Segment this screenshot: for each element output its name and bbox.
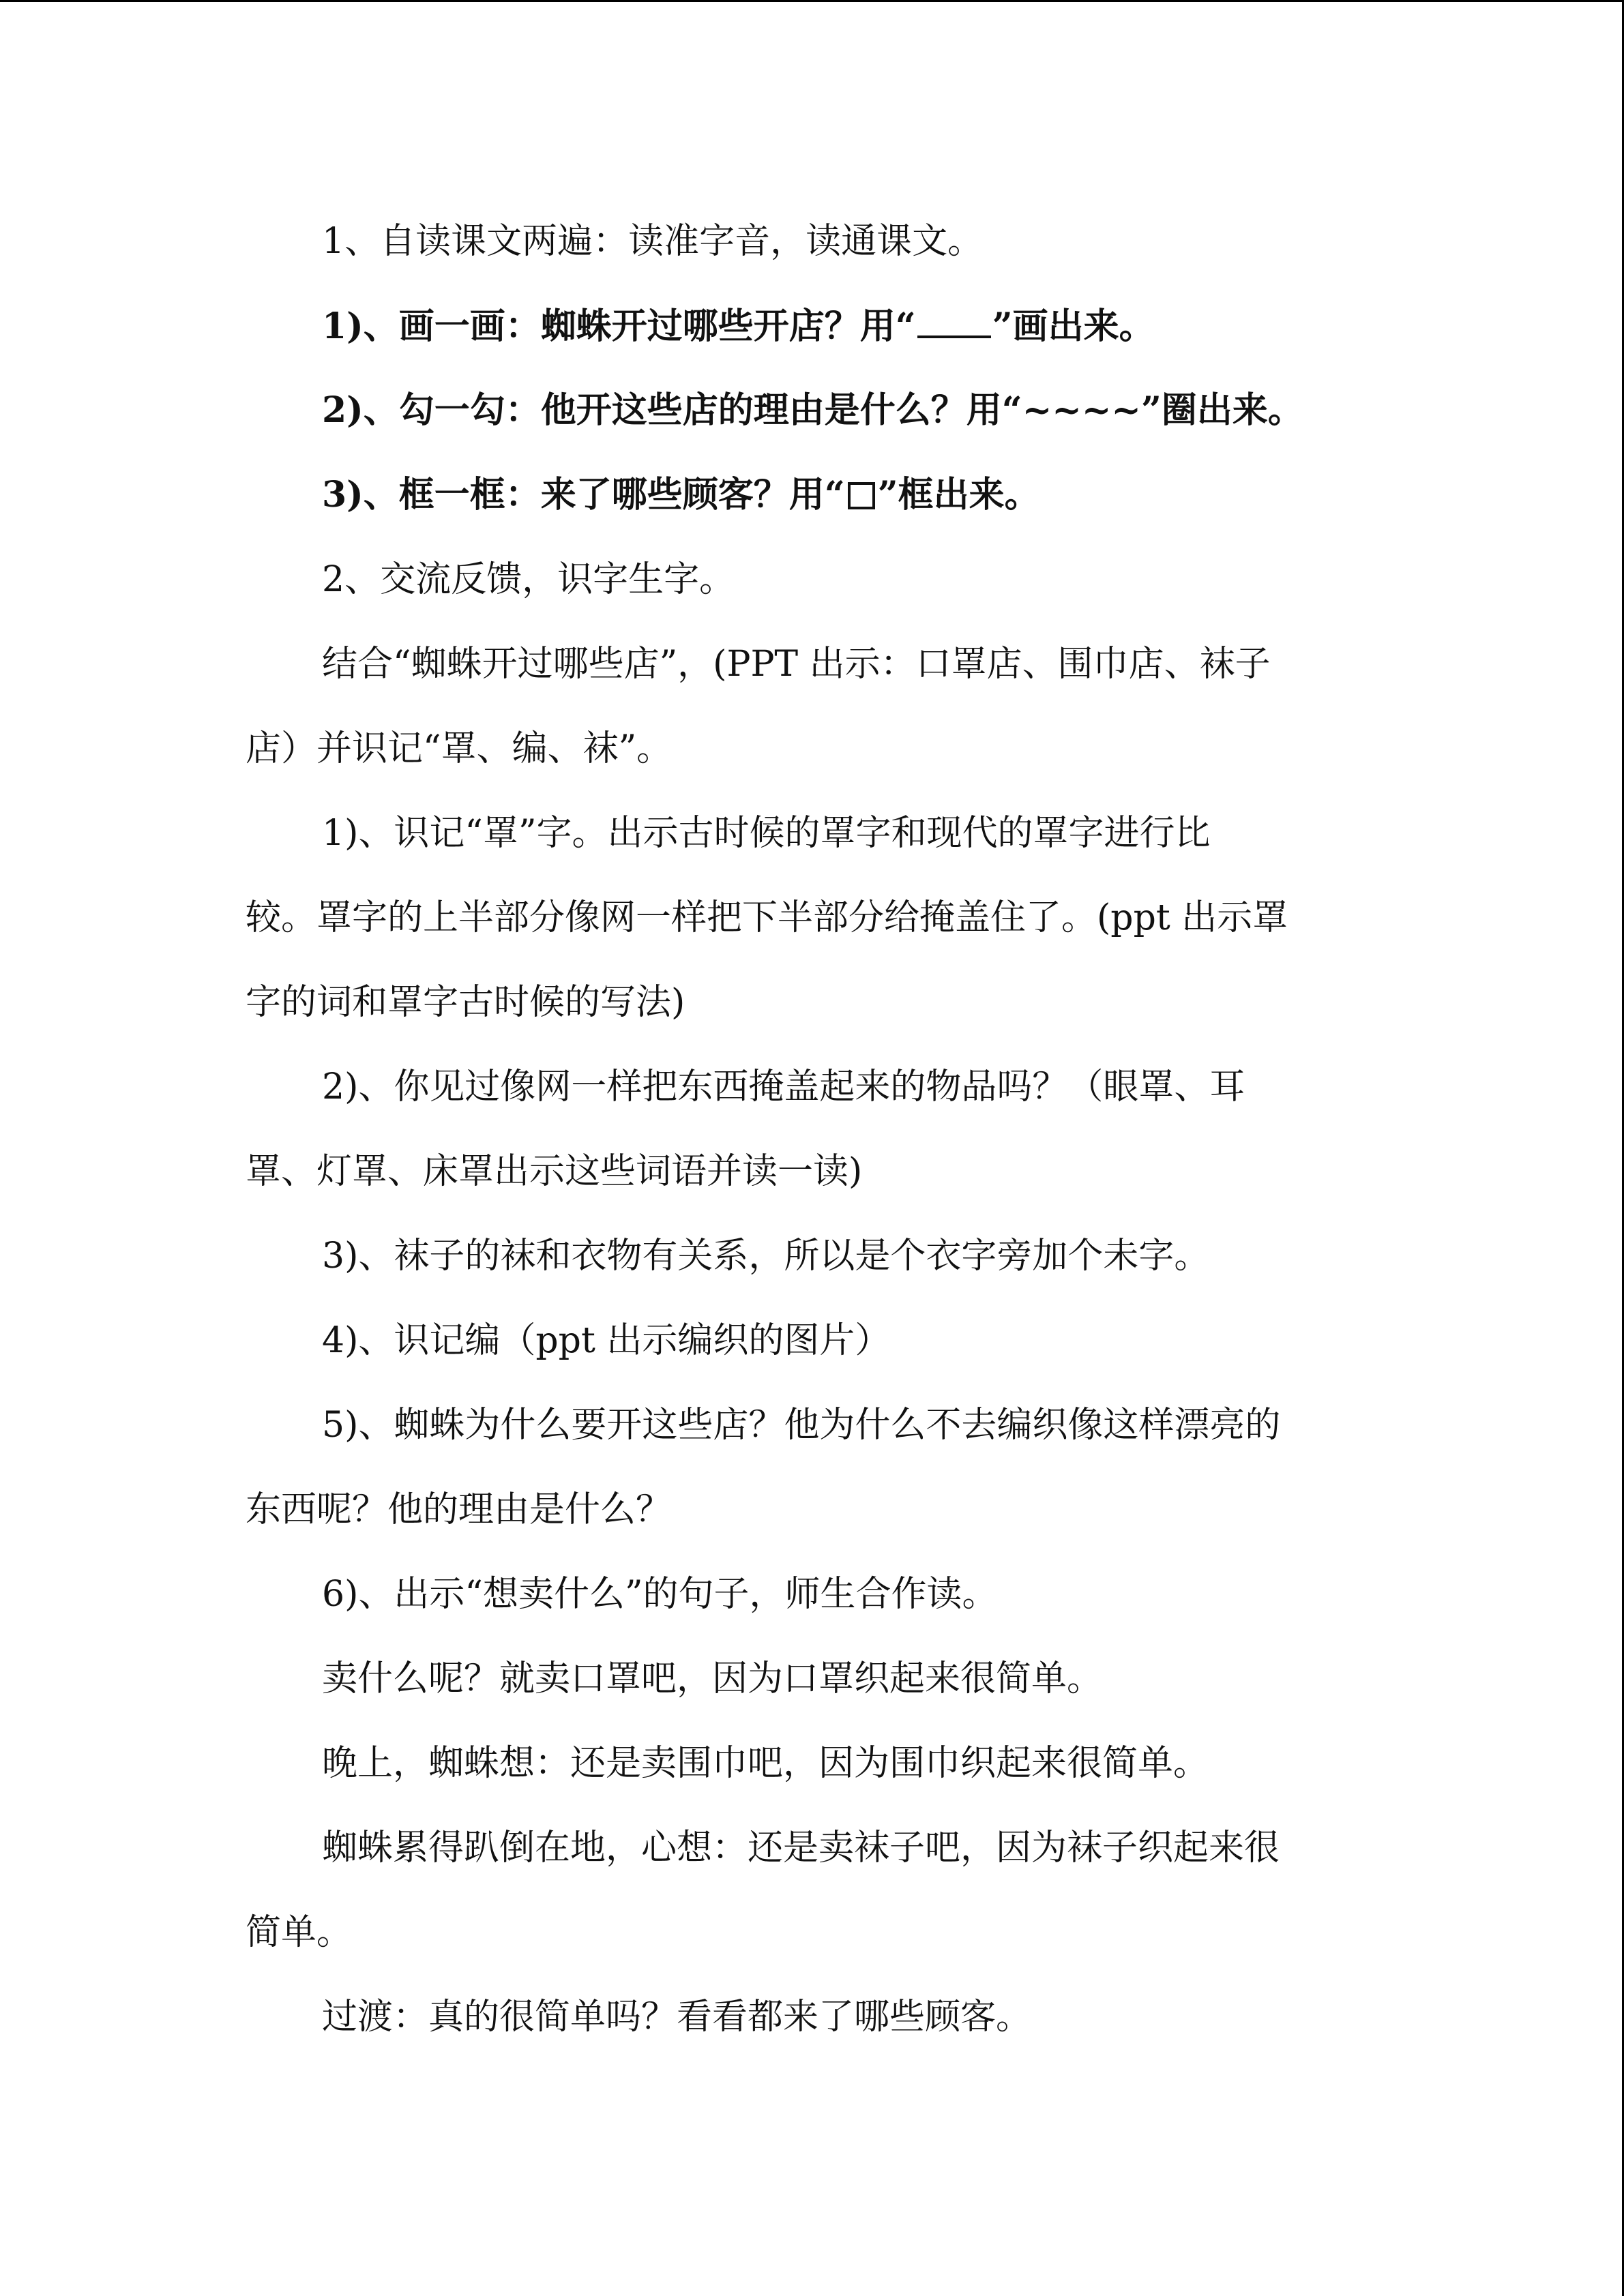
task-wavy-line: 2)、勾一勾：他开这些店的理由是什么？用“~~~~”圈出来。 [322, 389, 1303, 431]
step-1-self-reading: 1、自读课文两遍：读准字音，读通课文。 [322, 221, 984, 262]
sentence-socks: 蜘蛛累得趴倒在地，心想：还是卖袜子吧，因为袜子织起来很 [322, 1828, 1280, 1868]
task-draw-line [322, 305, 1155, 347]
item-1-zhao: 1)、识记“罩”字。出示古时候的罩字和现代的罩字进行比 [322, 813, 1211, 854]
task-draw-line-text-end: ”画出来。 [992, 305, 1155, 347]
item-6-reading: 6)、出示“想卖什么”的句子，师生合作读。 [322, 1574, 998, 1615]
sentence-mask: 卖什么呢？就卖口罩吧，因为口罩织起来很简单。 [322, 1658, 1103, 1699]
item-1-zhao-cont-1: 较。罩字的上半部分像网一样把下半部分给掩盖住了。(ppt 出示罩 [246, 897, 1288, 938]
task-frame [322, 474, 1040, 516]
item-3-wa: 3)、袜子的袜和衣物有关系，所以是个衣字旁加个未字。 [322, 1236, 1210, 1277]
task-frame-text-end: ”框出来。 [877, 474, 1040, 516]
sentence-scarf: 晚上，蜘蛛想：还是卖围巾吧，因为围巾织起来很简单。 [322, 1743, 1209, 1784]
box-mark-icon [848, 482, 875, 509]
task-frame-text-start: 3)、框一框：来了哪些顾客？用“ [322, 474, 845, 516]
paragraph-ppt-shops: 结合“蜘蛛开过哪些店”，(PPT 出示：口罩店、围巾店、袜子 [322, 644, 1271, 685]
item-5-question-cont: 东西呢？他的理由是什么？ [246, 1489, 672, 1530]
sentence-socks-cont: 简单。 [246, 1912, 353, 1953]
item-2-question-cont: 罩、灯罩、床罩出示这些词语并读一读) [246, 1151, 863, 1192]
task-draw-line-text-start: 1)、画一画：蜘蛛开过哪些开店？用“ [322, 305, 916, 347]
item-1-zhao-cont-2: 字的词和罩字古时候的写法) [246, 982, 685, 1023]
item-2-question: 2)、你见过像网一样把东西掩盖起来的物品吗？（眼罩、耳 [322, 1067, 1245, 1107]
item-4-bian: 4)、识记编（ppt 出示编织的图片） [322, 1320, 891, 1361]
transition: 过渡：真的很简单吗？看看都来了哪些顾客。 [322, 1997, 1032, 2038]
paragraph-ppt-shops-cont: 店）并识记“罩、编、袜”。 [246, 728, 673, 769]
step-2-feedback: 2、交流反馈，识字生字。 [322, 559, 735, 600]
underline-mark [917, 308, 991, 338]
item-5-question: 5)、蜘蛛为什么要开这些店？他为什么不去编织像这样漂亮的 [322, 1405, 1281, 1446]
